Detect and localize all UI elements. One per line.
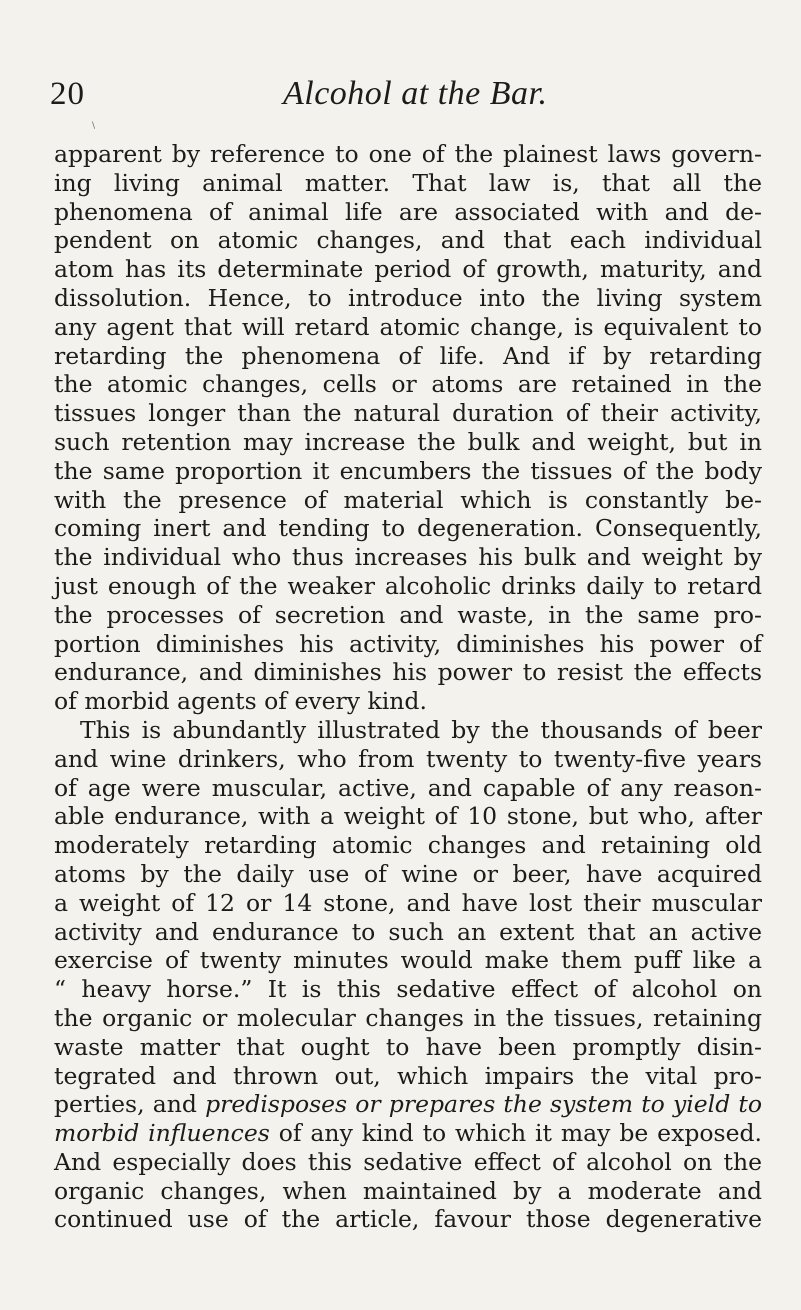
running-title: Alcohol at the Bar. [283, 75, 548, 112]
page-number: 20 [50, 76, 85, 112]
text-line: the atomic changes, cells or atoms are retained in the [54, 370, 762, 399]
text-line: and wine drinkers, who from twenty to twenty-five years [54, 744, 762, 773]
text-line: the individual who thus increases his bulk and weight by [54, 543, 762, 572]
page-header [0, 74, 801, 114]
text-line: retarding the phenomena of life. And if by retarding [54, 341, 762, 370]
paragraph-start-line: This is abundantly illustrated by the thousands of beer [80, 715, 762, 744]
text-line: moderately retarding atomic changes and retaining old [54, 831, 762, 860]
text-line: waste matter that ought to have been promptly disin- [54, 1032, 762, 1061]
text-line: just enough of the weaker alcoholic drinks daily to retard [54, 571, 762, 600]
text-line [54, 1090, 762, 1119]
text-line: the same proportion it encumbers the tissues of the body [54, 456, 762, 485]
body-text [54, 140, 762, 1234]
text-line: ing living animal matter. That law is, that all the [54, 168, 762, 197]
text-line: atom has its determinate period of growth, maturity, and [54, 255, 762, 284]
text-line: activity and endurance to such an extent that an active [54, 917, 762, 946]
text-line: tegrated and thrown out, which impairs the vital pro- [54, 1061, 762, 1090]
text-line: phenomena of animal life are associated with and de- [54, 197, 762, 226]
text-run: perties, and [54, 1090, 206, 1119]
italic-text-run: morbid influences [54, 1119, 270, 1148]
text-line: continued use of the article, favour those degenerative [54, 1205, 762, 1234]
text-run: of any kind to which it may be exposed. [269, 1119, 762, 1148]
text-line: apparent by reference to one of the plainest laws govern- [54, 140, 762, 168]
text-line: And especially does this sedative effect of alcohol on the [54, 1147, 762, 1176]
text-line: able endurance, with a weight of 10 stone, but who, after [54, 802, 762, 831]
italic-text-run: predisposes or prepares the system to yield to [205, 1090, 762, 1119]
text-line: coming inert and tending to degeneration. Consequently, [54, 514, 762, 543]
text-line: such retention may increase the bulk and weight, but in [54, 427, 762, 456]
text-line: atoms by the daily use of wine or beer, have acquired [54, 859, 762, 888]
text-line: any agent that will retard atomic change, is equivalent to [54, 312, 762, 341]
text-line: dissolution. Hence, to introduce into the living system [54, 283, 762, 312]
text-line: tissues longer than the natural duration of their activity, [54, 399, 762, 428]
text-line [54, 1119, 762, 1148]
text-line: with the presence of material which is constantly be- [54, 485, 762, 514]
text-line: of age were muscular, active, and capable of any reason- [54, 773, 762, 802]
text-line: a weight of 12 or 14 stone, and have lost their muscular [54, 888, 762, 917]
text-line: exercise of twenty minutes would make them puff like a [54, 946, 762, 975]
text-line: the processes of secretion and waste, in the same pro- [54, 600, 762, 629]
text-line: pendent on atomic changes, and that each individual [54, 226, 762, 255]
paragraph-end-line: of morbid agents of every kind. [54, 687, 427, 716]
text-line: endurance, and diminishes his power to resist the effects [54, 658, 762, 687]
text-line: portion diminishes his activity, diminishes his power of [54, 629, 762, 658]
text-line: organic changes, when maintained by a moderate and [54, 1176, 762, 1205]
text-line: “ heavy horse.” It is this sedative effect of alcohol on [54, 975, 762, 1004]
stray-mark: \ [92, 121, 96, 131]
text-line: the organic or molecular changes in the tissues, retaining [54, 1003, 762, 1032]
